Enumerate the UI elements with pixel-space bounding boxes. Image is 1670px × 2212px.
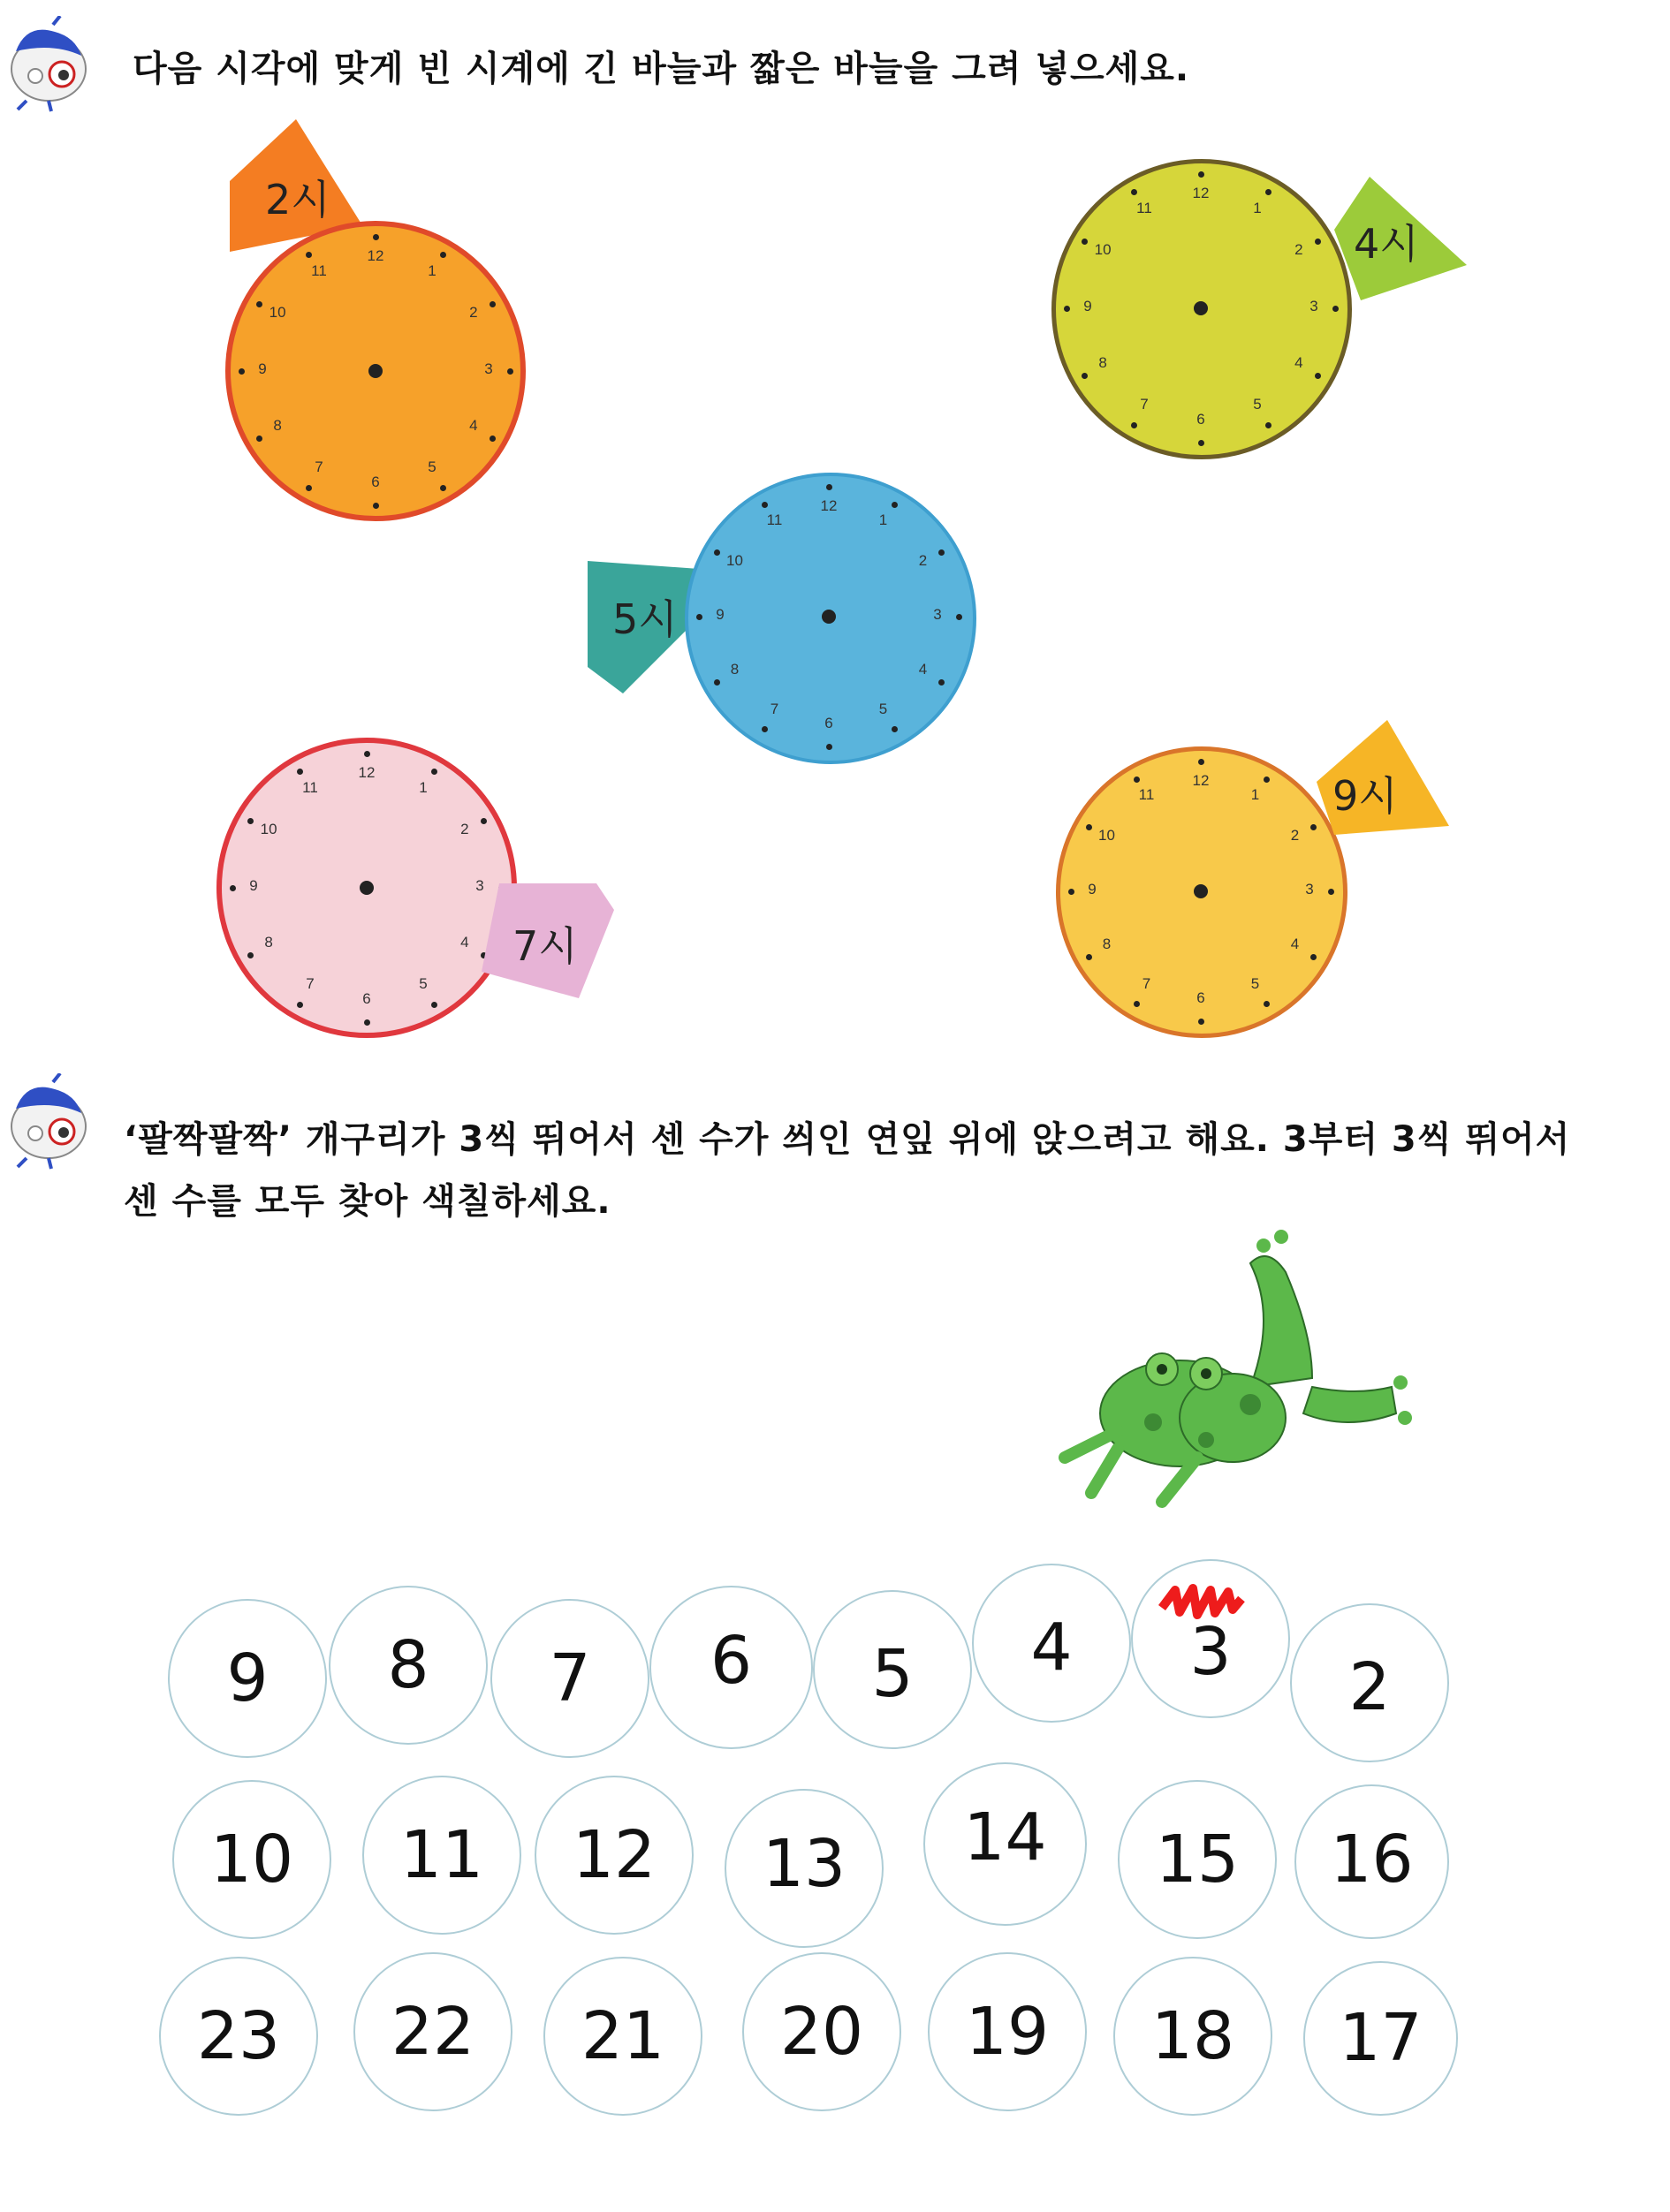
hour-number: 3 — [933, 606, 942, 623]
hour-number: 4 — [918, 660, 928, 678]
hour-number: 7 — [770, 700, 779, 717]
hour-dot — [247, 818, 254, 824]
clock-2 — [225, 119, 543, 526]
pad-number: 3 — [1189, 1614, 1232, 1690]
hour-number: 4 — [469, 417, 478, 434]
hour-dot — [1328, 889, 1334, 895]
hour-dot — [364, 1019, 370, 1026]
hour-number: 8 — [1102, 935, 1112, 952]
colored-mark — [1158, 1581, 1246, 1625]
pad-number: 14 — [963, 1799, 1047, 1875]
hour-dot — [1131, 189, 1137, 195]
hour-number: 5 — [419, 974, 428, 992]
hour-dot — [938, 679, 945, 686]
hour-dot — [1131, 422, 1137, 428]
time-label: 7시 — [512, 922, 578, 970]
hour-number: 9 — [1083, 298, 1092, 314]
hour-number: 8 — [264, 934, 273, 951]
hour-number: 12 — [358, 764, 376, 781]
hour-number: 10 — [1098, 826, 1115, 844]
hour-dot — [826, 484, 832, 490]
hour-dot — [892, 726, 898, 732]
hour-number: 7 — [306, 974, 315, 992]
pad-number: 12 — [572, 1817, 657, 1893]
pad-number: 13 — [762, 1826, 846, 1902]
lilypad[interactable] — [543, 1957, 702, 2116]
hour-number: 9 — [258, 360, 267, 377]
lilypad[interactable] — [649, 1586, 813, 1749]
hour-dot — [938, 549, 945, 556]
lilypad[interactable] — [742, 1952, 901, 2111]
pad-number: 4 — [1030, 1610, 1073, 1686]
pad-number: 18 — [1150, 1998, 1235, 2074]
clock-4 — [1051, 159, 1467, 477]
hour-dot — [1134, 1001, 1140, 1007]
hour-number: 6 — [371, 473, 380, 490]
hour-dot — [306, 252, 312, 258]
pad-number: 23 — [196, 1998, 281, 2074]
pad-number: 11 — [399, 1817, 484, 1893]
clock-9 — [1051, 720, 1449, 1038]
hour-number: 9 — [1088, 881, 1097, 898]
pad-number: 10 — [209, 1822, 294, 1898]
lilypad[interactable] — [172, 1780, 331, 1939]
pad-number: 8 — [387, 1627, 429, 1703]
lilypad[interactable] — [923, 1762, 1087, 1926]
hour-number: 6 — [824, 715, 833, 731]
hour-number: 6 — [1196, 411, 1205, 428]
time-label: 2시 — [265, 176, 330, 223]
hour-number: 3 — [475, 877, 484, 894]
hour-number: 7 — [1140, 395, 1149, 413]
hour-dot — [440, 252, 446, 258]
time-label: 9시 — [1332, 772, 1398, 820]
hour-number: 11 — [1138, 786, 1155, 804]
lilypad[interactable] — [362, 1776, 521, 1935]
hour-dot — [297, 1002, 303, 1008]
hour-number: 1 — [878, 511, 888, 529]
hour-dot — [1086, 954, 1092, 960]
pad-number: 16 — [1330, 1822, 1414, 1898]
hour-number: 2 — [460, 821, 469, 837]
hour-dot — [1198, 440, 1204, 446]
hour-number: 9 — [716, 606, 725, 623]
hour-number: 12 — [1192, 185, 1210, 201]
pad-number: 19 — [965, 1994, 1050, 2070]
lilypad[interactable] — [159, 1957, 318, 2116]
clock-face — [216, 738, 517, 1038]
hour-number: 11 — [302, 779, 318, 797]
hour-dot — [373, 503, 379, 509]
pad-number: 2 — [1348, 1649, 1391, 1725]
hour-number: 2 — [918, 551, 928, 569]
hour-number: 8 — [730, 660, 740, 678]
hour-dot — [230, 885, 236, 891]
mascot-icon — [0, 1073, 97, 1170]
hour-dot — [1134, 776, 1140, 783]
hour-dot — [1265, 189, 1271, 195]
lilypad[interactable] — [1113, 1957, 1272, 2116]
lilypad[interactable] — [353, 1952, 512, 2111]
hour-dot — [1198, 1019, 1204, 1025]
hour-dot — [956, 614, 962, 620]
clock-7 — [216, 738, 614, 1038]
hour-number: 1 — [1253, 200, 1262, 217]
hour-dot — [1198, 759, 1204, 765]
hour-number: 11 — [1136, 200, 1152, 217]
clock-5 — [588, 473, 985, 773]
hour-number: 10 — [726, 551, 743, 569]
hour-number: 7 — [315, 458, 323, 475]
hour-dot — [1310, 954, 1317, 960]
clock-center[interactable] — [1194, 884, 1208, 898]
hour-dot — [1332, 306, 1339, 312]
hour-number: 2 — [469, 304, 478, 321]
hour-dot — [1068, 889, 1074, 895]
hour-number: 5 — [1253, 395, 1262, 413]
pad-number: 9 — [226, 1640, 269, 1716]
clock-face — [1051, 159, 1352, 459]
hour-number: 4 — [1290, 935, 1300, 952]
hour-number: 1 — [428, 262, 436, 280]
lilypad[interactable] — [813, 1590, 972, 1749]
hour-number: 3 — [484, 360, 493, 377]
hour-number: 4 — [460, 934, 469, 951]
hour-number: 5 — [878, 700, 888, 717]
hour-number: 10 — [260, 821, 277, 837]
hour-dot — [696, 614, 702, 620]
hour-number: 12 — [367, 247, 384, 264]
hour-number: 5 — [1250, 974, 1260, 992]
hour-dot — [1082, 373, 1088, 379]
hour-dot — [714, 679, 720, 686]
hour-dot — [306, 485, 312, 491]
hour-dot — [507, 368, 513, 375]
hour-number: 8 — [1098, 354, 1107, 371]
time-label: 4시 — [1354, 220, 1419, 268]
clock-face — [225, 221, 526, 521]
hour-number: 4 — [1294, 354, 1303, 371]
hour-dot — [256, 436, 262, 442]
hour-dot — [490, 301, 496, 307]
hour-number: 10 — [1094, 241, 1112, 258]
hour-number: 3 — [1309, 298, 1318, 314]
lilypad[interactable] — [1294, 1784, 1449, 1939]
pad-number: 17 — [1339, 2000, 1423, 2076]
hour-number: 1 — [419, 779, 428, 797]
hour-dot — [364, 751, 370, 757]
hour-number: 6 — [1196, 989, 1205, 1006]
pad-number: 5 — [871, 1636, 914, 1712]
hour-number: 12 — [1192, 772, 1210, 789]
instruction-1: 다음 시각에 맞게 빈 시계에 긴 바늘과 짧은 바늘을 그려 넣으세요. — [133, 49, 1190, 89]
pad-number: 6 — [710, 1623, 753, 1699]
hour-dot — [1264, 776, 1270, 783]
hour-dot — [431, 1002, 437, 1008]
lilypad[interactable] — [168, 1599, 327, 1758]
hour-dot — [1198, 171, 1204, 178]
hour-dot — [481, 818, 487, 824]
lilypad[interactable] — [1303, 1961, 1458, 2116]
lilypad[interactable] — [490, 1599, 649, 1758]
hour-dot — [826, 744, 832, 750]
hour-dot — [1086, 824, 1092, 830]
time-label: 5시 — [612, 595, 678, 643]
hour-dot — [762, 726, 768, 732]
instruction-2-line1: ‘팔짝팔짝’ 개구리가 3씩 뛰어서 센 수가 씌인 연잎 위에 앉으려고 해요. 3부터 3씩 뛰어서 — [124, 1119, 1571, 1160]
hour-number: 11 — [766, 511, 783, 529]
hour-number: 11 — [311, 262, 327, 280]
lilypad[interactable] — [329, 1586, 488, 1745]
hour-dot — [762, 502, 768, 508]
hour-dot — [1264, 1001, 1270, 1007]
hour-number: 9 — [249, 877, 258, 894]
clock-face — [685, 473, 976, 764]
hour-dot — [1315, 373, 1321, 379]
hour-dot — [297, 769, 303, 775]
lilypad[interactable] — [535, 1776, 694, 1935]
pad-number: 21 — [581, 1998, 665, 2074]
hour-number: 3 — [1305, 881, 1314, 898]
hour-dot — [239, 368, 245, 375]
pad-number: 20 — [779, 1994, 864, 2070]
hour-dot — [490, 436, 496, 442]
hour-dot — [431, 769, 437, 775]
frog-icon — [1047, 1210, 1418, 1519]
hour-number: 5 — [428, 458, 436, 475]
hour-dot — [1064, 306, 1070, 312]
pad-number: 15 — [1155, 1822, 1240, 1898]
clock-center[interactable] — [368, 364, 383, 378]
mascot-icon — [0, 16, 97, 113]
hour-number: 12 — [820, 497, 838, 514]
hour-number: 1 — [1250, 786, 1260, 804]
lilypad[interactable] — [972, 1564, 1131, 1723]
clock-center[interactable] — [1194, 301, 1208, 315]
lilypad[interactable] — [1118, 1780, 1277, 1939]
hour-dot — [247, 952, 254, 958]
hour-dot — [1265, 422, 1271, 428]
clock-face — [1056, 746, 1347, 1038]
hour-dot — [256, 301, 262, 307]
hour-number: 2 — [1294, 241, 1303, 258]
clock-center[interactable] — [360, 881, 374, 895]
hour-number: 6 — [362, 990, 371, 1007]
hour-dot — [714, 549, 720, 556]
hour-dot — [440, 485, 446, 491]
hour-dot — [1082, 239, 1088, 245]
instruction-2-line2: 센 수를 모두 찾아 색칠하세요. — [124, 1181, 611, 1222]
hour-number: 8 — [273, 417, 282, 434]
hour-number: 2 — [1290, 826, 1300, 844]
pad-number: 7 — [549, 1640, 591, 1716]
hour-number: 10 — [269, 304, 286, 321]
hour-number: 7 — [1142, 974, 1151, 992]
hour-dot — [892, 502, 898, 508]
lilypad[interactable] — [725, 1789, 884, 1948]
hour-dot — [373, 234, 379, 240]
pad-number: 22 — [391, 1994, 475, 2070]
lilypad[interactable] — [928, 1952, 1087, 2111]
hour-dot — [1315, 239, 1321, 245]
clock-center[interactable] — [822, 610, 836, 624]
lilypad[interactable] — [1290, 1603, 1449, 1762]
